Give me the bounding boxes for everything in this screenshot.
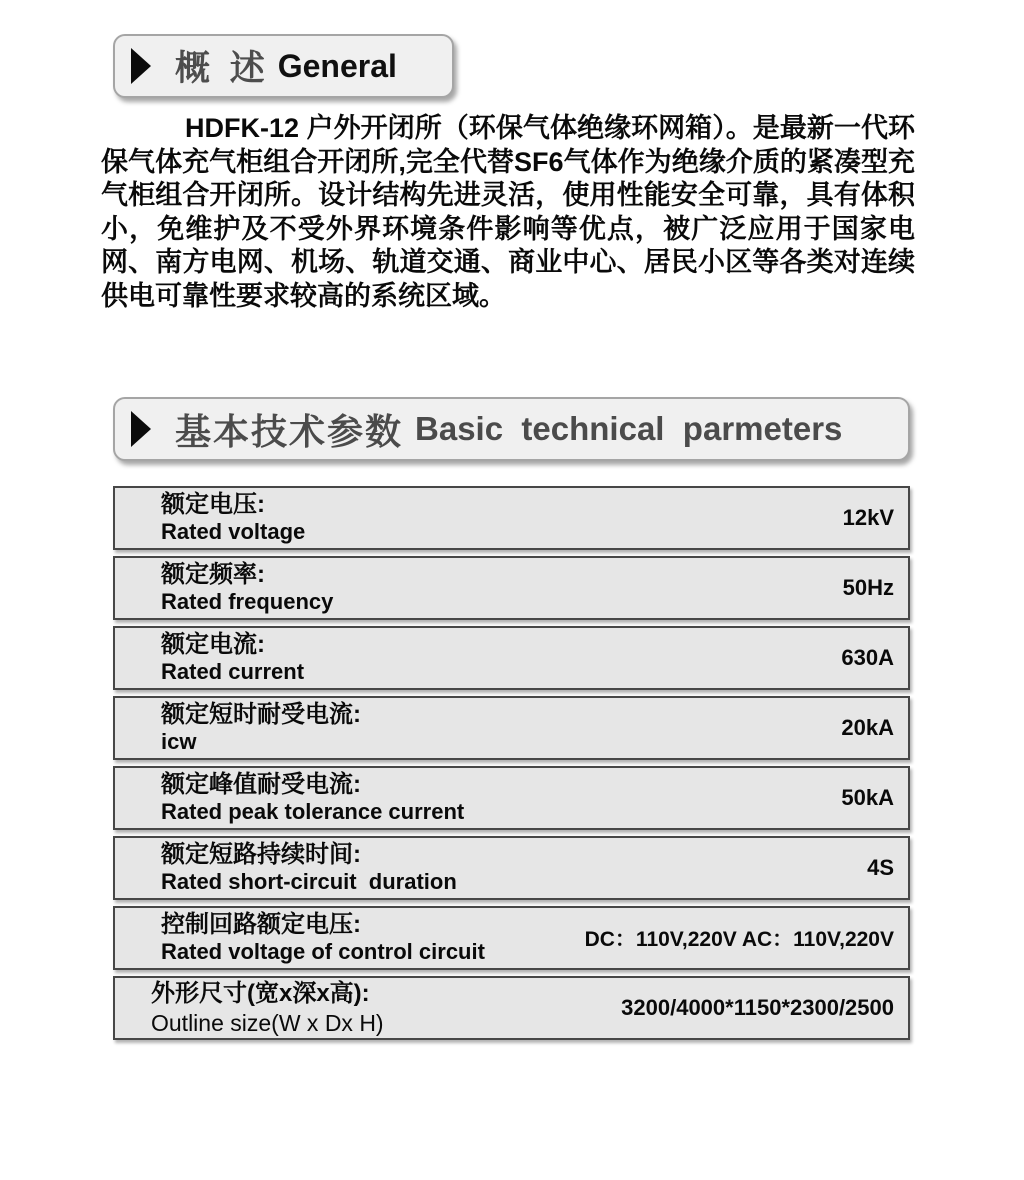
param-value: 50kA bbox=[841, 785, 894, 810]
param-label-zh: 额定短路持续时间: bbox=[161, 840, 361, 868]
param-value: 12kV bbox=[842, 505, 894, 530]
table-row bbox=[113, 976, 910, 1040]
section-title-en: Basic technical parmeters bbox=[415, 410, 843, 447]
param-label-zh: 外形尺寸(宽x深x高): bbox=[151, 980, 370, 1008]
param-label bbox=[151, 979, 384, 1036]
intro-paragraph: HDFK-12 户外开闭所（环保气体绝缘环网箱）。是最新一代环保气体充气柜组合开闭所,完全代替SF6气体作为绝缘介质的紧凑型充气柜组合开闭所。设计结构先进灵活，使用性能安全可靠，具有体积小，免维护及不受外界环境条件影响等优点，被广泛应用于国家电网、南方电网、机场、轨道交通、商业中心、居民小区等各类对连续供电可靠性要求较高的系统区域。 bbox=[101, 113, 915, 311]
right-triangle-icon bbox=[131, 411, 151, 447]
param-label-zh: 额定峰值耐受电流: bbox=[161, 770, 361, 798]
param-label-zh: 额定频率: bbox=[161, 560, 265, 588]
param-value: 50Hz bbox=[842, 575, 894, 600]
param-label-zh: 额定电压: bbox=[161, 490, 265, 518]
right-triangle-icon bbox=[131, 48, 151, 84]
table-row bbox=[113, 696, 910, 760]
param-label bbox=[161, 910, 485, 966]
param-label-en: icw bbox=[161, 729, 197, 755]
section-title-zh: 基本技术参数 bbox=[175, 410, 404, 452]
table-row bbox=[113, 836, 910, 900]
param-label-en: Rated voltage of control circuit bbox=[161, 939, 485, 965]
table-row bbox=[113, 766, 910, 830]
param-label-en: Rated current bbox=[161, 659, 305, 685]
param-label-en: Rated voltage bbox=[161, 519, 306, 545]
param-label bbox=[161, 630, 304, 686]
param-value: 20kA bbox=[841, 715, 894, 740]
table-row bbox=[113, 556, 910, 620]
section-title-zh: 概 述 bbox=[175, 49, 270, 88]
param-label-zh: 额定短时耐受电流: bbox=[161, 700, 361, 728]
section-header-basic-technical-parameters bbox=[113, 397, 910, 461]
param-label-en: Rated frequency bbox=[161, 589, 334, 615]
param-label bbox=[161, 560, 333, 616]
param-label-zh: 控制回路额定电压: bbox=[161, 910, 361, 938]
section-title-en: General bbox=[277, 47, 397, 84]
table-row bbox=[113, 486, 910, 550]
param-value: DC：110V,220V AC：110V,220V bbox=[584, 928, 894, 951]
param-value: 3200/4000*1150*2300/2500 bbox=[621, 995, 894, 1020]
param-label-en: Rated peak tolerance current bbox=[161, 799, 465, 825]
param-label bbox=[161, 700, 361, 756]
table-row bbox=[113, 906, 910, 970]
param-label bbox=[161, 770, 464, 826]
param-label bbox=[161, 490, 305, 546]
param-value: 4S bbox=[867, 855, 894, 880]
param-label-en: Rated short-circuit duration bbox=[161, 869, 457, 895]
param-label bbox=[161, 840, 457, 896]
table-row bbox=[113, 626, 910, 690]
section-header-general bbox=[113, 34, 454, 98]
param-value: 630A bbox=[841, 645, 894, 670]
param-label-zh: 额定电流: bbox=[161, 630, 265, 658]
param-label-en: Outline size(W x Dx H) bbox=[151, 1009, 384, 1036]
spec-table bbox=[113, 486, 910, 1046]
